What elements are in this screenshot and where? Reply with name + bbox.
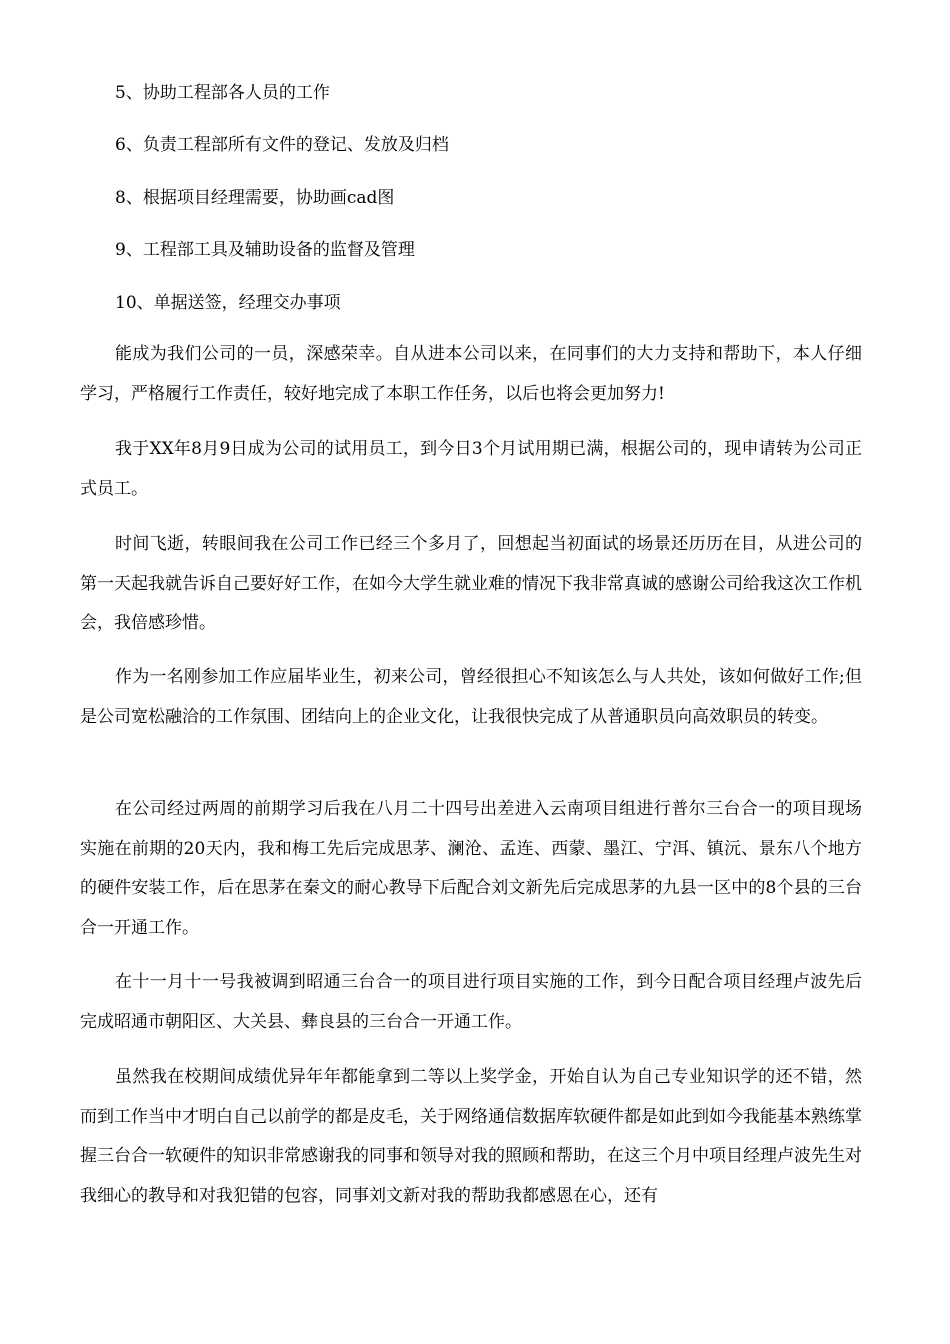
paragraph: 在十一月十一号我被调到昭通三台合一的项目进行项目实施的工作，到今日配合项目经理卢波先后完成昭通市朝阳区、大关县、彝良县的三台合一开通工作。 bbox=[80, 972, 862, 1032]
paragraph: 我于XX年8月9日成为公司的试用员工，到今日3个月试用期已满，根据公司的，现申请转为公司正式员工。 bbox=[80, 439, 862, 499]
paragraph: 作为一名刚参加工作应届毕业生，初来公司，曾经很担心不知该怎么与人共处，该如何做好工作;但是公司宽松融洽的工作氛围、团结向上的企业文化，让我很快完成了从普通职员向高效职员的转变。 bbox=[80, 667, 862, 727]
paragraph: 时间飞逝，转眼间我在公司工作已经三个多月了，回想起当初面试的场景还历历在目，从进公司的第一天起我就告诉自己要好好工作，在如今大学生就业难的情况下我非常真诚的感谢公司给我这次工作机会，我倍感珍惜。 bbox=[80, 534, 862, 633]
paragraph: 虽然我在校期间成绩优异年年都能拿到二等以上奖学金，开始自认为自己专业知识学的还不错，然而到工作当中才明白自己以前学的都是皮毛，关于网络通信数据库软硬件都是如此到如今我能基本熟练掌握三台合一软硬件的知识非常感谢我的同事和领导对我的照顾和帮助，在这三个月中项目经理卢波先生对我细心的教导和对我犯错的包容，同事刘文新对我的帮助我都感恩在心，还有 bbox=[80, 1067, 862, 1206]
list-item: 5、协助工程部各人员的工作 bbox=[115, 83, 330, 103]
paragraph: 在公司经过两周的前期学习后我在八月二十四号出差进入云南项目组进行普尔三台合一的项目现场实施在前期的20天内，我和梅工先后完成思茅、澜沧、孟连、西蒙、墨江、宁洱、镇沅、景东八个地方的硬件安装工作，后在思茅在秦文的耐心教导下后配合刘文新先后完成思茅的九县一区中的8个县的三台合一开通工作。 bbox=[80, 799, 862, 938]
list-item: 10、单据送签，经理交办事项 bbox=[115, 293, 341, 313]
list-item: 8、根据项目经理需要，协助画cad图 bbox=[115, 188, 395, 208]
paragraph: 能成为我们公司的一员，深感荣幸。自从进本公司以来，在同事们的大力支持和帮助下，本人仔细学习，严格履行工作责任，较好地完成了本职工作任务，以后也将会更加努力! bbox=[80, 344, 862, 404]
list-item: 9、工程部工具及辅助设备的监督及管理 bbox=[115, 240, 415, 260]
list-item: 6、负责工程部所有文件的登记、发放及归档 bbox=[115, 135, 449, 155]
